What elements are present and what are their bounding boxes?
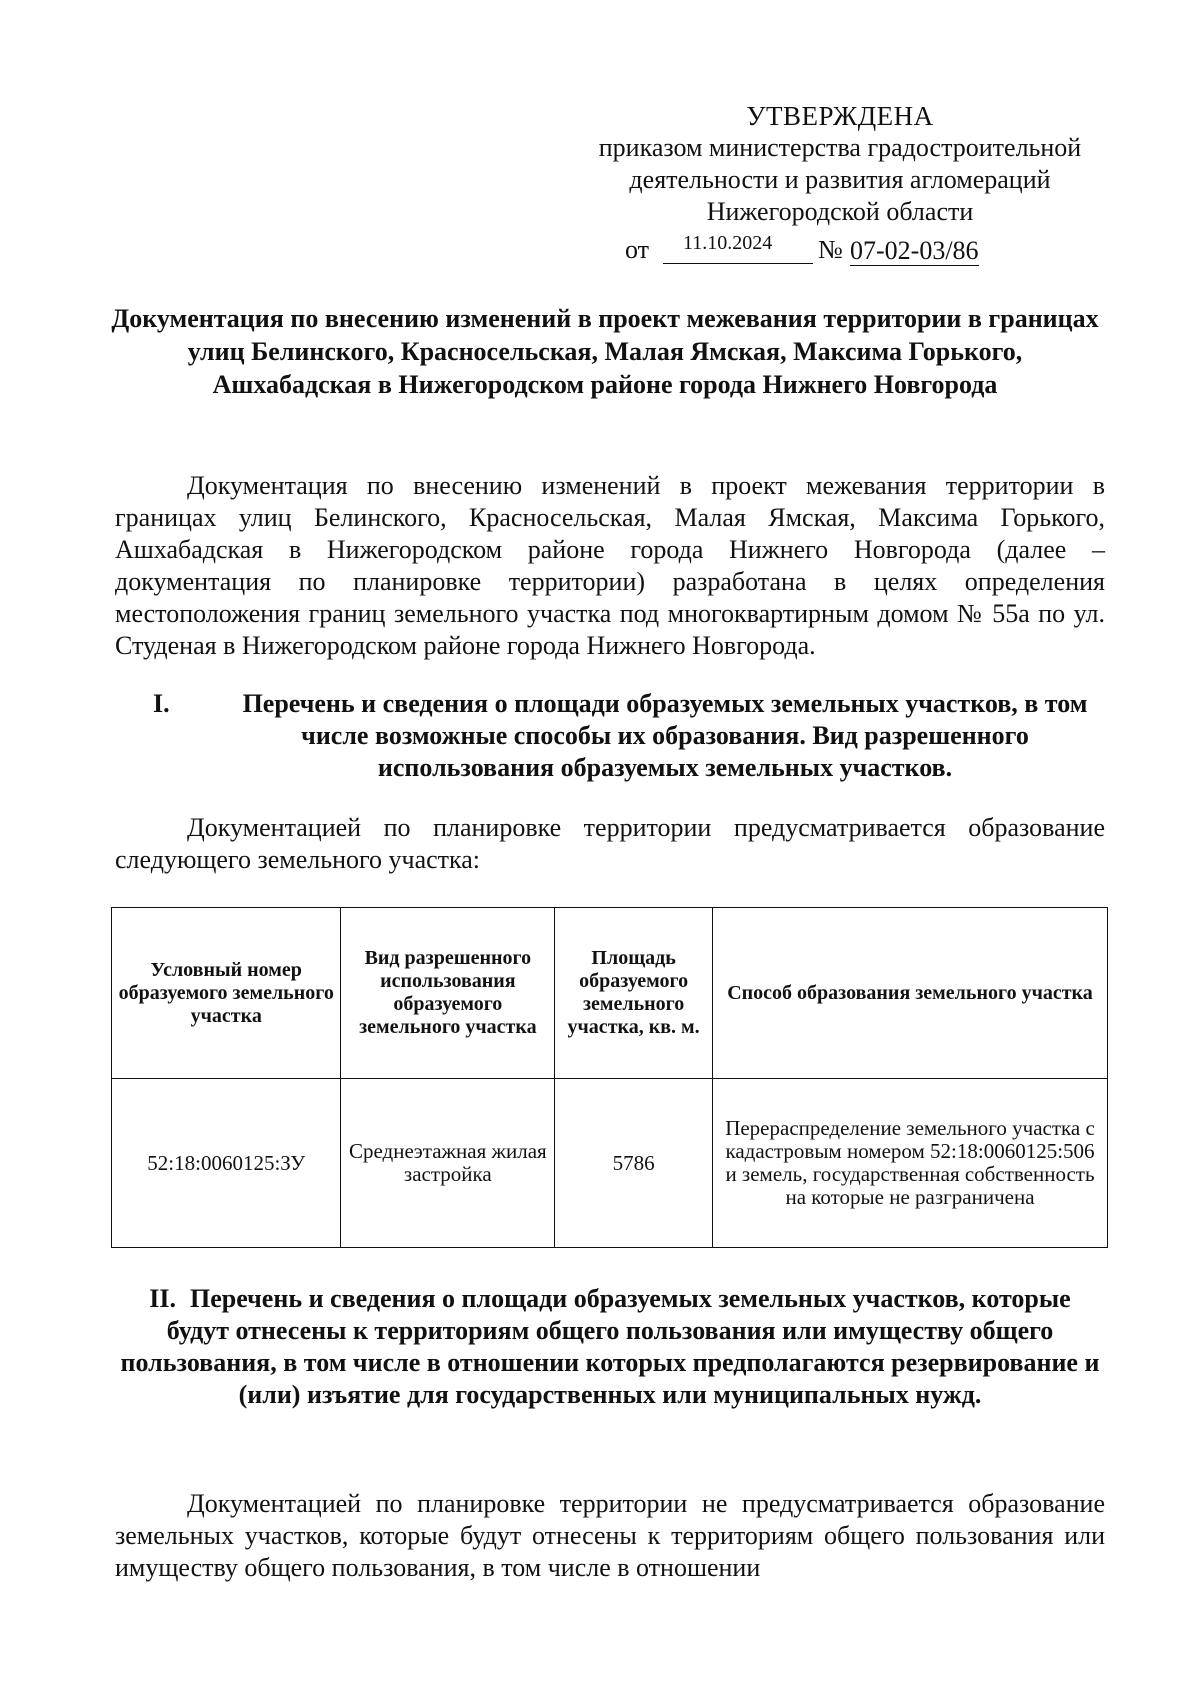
section-2-heading	[115, 1283, 1105, 1411]
document-title: Документация по внесению изменений в проект межевания территории в границах улиц Белинского, Красносельская, Малая Ямская, Максима Горького, Ашхабадская в Нижегородском районе города Нижнего Новгорода	[111, 304, 1099, 399]
land-plots-table	[111, 907, 1108, 1248]
table-cell-area: 5786	[555, 1079, 713, 1248]
table-cell-plot-number: 52:18:0060125:ЗУ	[112, 1079, 341, 1248]
approval-heading: УТВЕРЖДЕНА	[746, 101, 934, 131]
order-ot-label: от	[625, 235, 650, 264]
table-header-cell: Условный номер образуемого земельного участка	[112, 908, 341, 1079]
section-2-paragraph: Документацией по планировке территории не предусматривается образование земельных участков, которые будут отнесены к территориям общего пользования или имуществу общего пользования, в том числе в отношении	[115, 1489, 1105, 1582]
approval-line-1: приказом министерства градостроительной	[598, 133, 1082, 162]
table-header-cell: Площадь образуемого земельного участка, кв. м.	[555, 908, 713, 1079]
section-2-number: II.	[149, 1284, 177, 1313]
table-header-cell: Вид разрешенного использования образуемого земельного участка	[341, 908, 555, 1079]
approval-line-2: деятельности и развития агломераций	[629, 165, 1051, 194]
table-cell-formation-method: Перераспределение земельного участка с кадастровым номером 52:18:0060125:506 и земель, государственная собственность на которые не разграничена	[713, 1079, 1108, 1248]
order-number-sign: №	[818, 235, 843, 264]
section-1-title: Перечень и сведения о площади образуемых земельных участков, в том числе возможные способы их образования. Вид разрешенного использования образуемых земельных участков.	[242, 689, 1088, 782]
intro-paragraph: Документация по внесению изменений в проект межевания территории в границах улиц Белинского, Красносельская, Малая Ямская, Максима Горького, Ашхабадская в Нижегородском районе города Нижнего Новгорода (далее – документация по планировке территории) разработана в целях определения местоположения границ земельного участка под многоквартирным домом № 55а по ул. Студеная в Нижегородском районе города Нижнего Новгорода.	[115, 471, 1105, 660]
table-row	[112, 1079, 1108, 1248]
table-header-cell: Способ образования земельного участка	[713, 908, 1108, 1079]
order-date: 11.10.2024	[683, 232, 773, 254]
order-number: 07-02-03/86	[850, 236, 979, 265]
approval-stamp	[560, 100, 1120, 270]
order-date-field	[663, 233, 813, 264]
table-header-row	[112, 908, 1108, 1079]
section-1-paragraph: Документацией по планировке территории предусматривается образование следующего земельного участка:	[115, 813, 1105, 874]
table-cell-permitted-use: Среднеэтажная жилая застройка	[341, 1079, 555, 1248]
section-2-title: Перечень и сведения о площади образуемых земельных участков, которые будут отнесены к территориям общего пользования или имуществу общего пользования, в том числе в отношении которых предполагаются резервирование и (или) изъятие для государственных или муниципальных нужд.	[120, 1284, 1100, 1409]
order-line	[560, 230, 1120, 270]
approval-line-3: Нижегородской области	[706, 197, 974, 226]
section-1-number: I.	[153, 689, 170, 718]
